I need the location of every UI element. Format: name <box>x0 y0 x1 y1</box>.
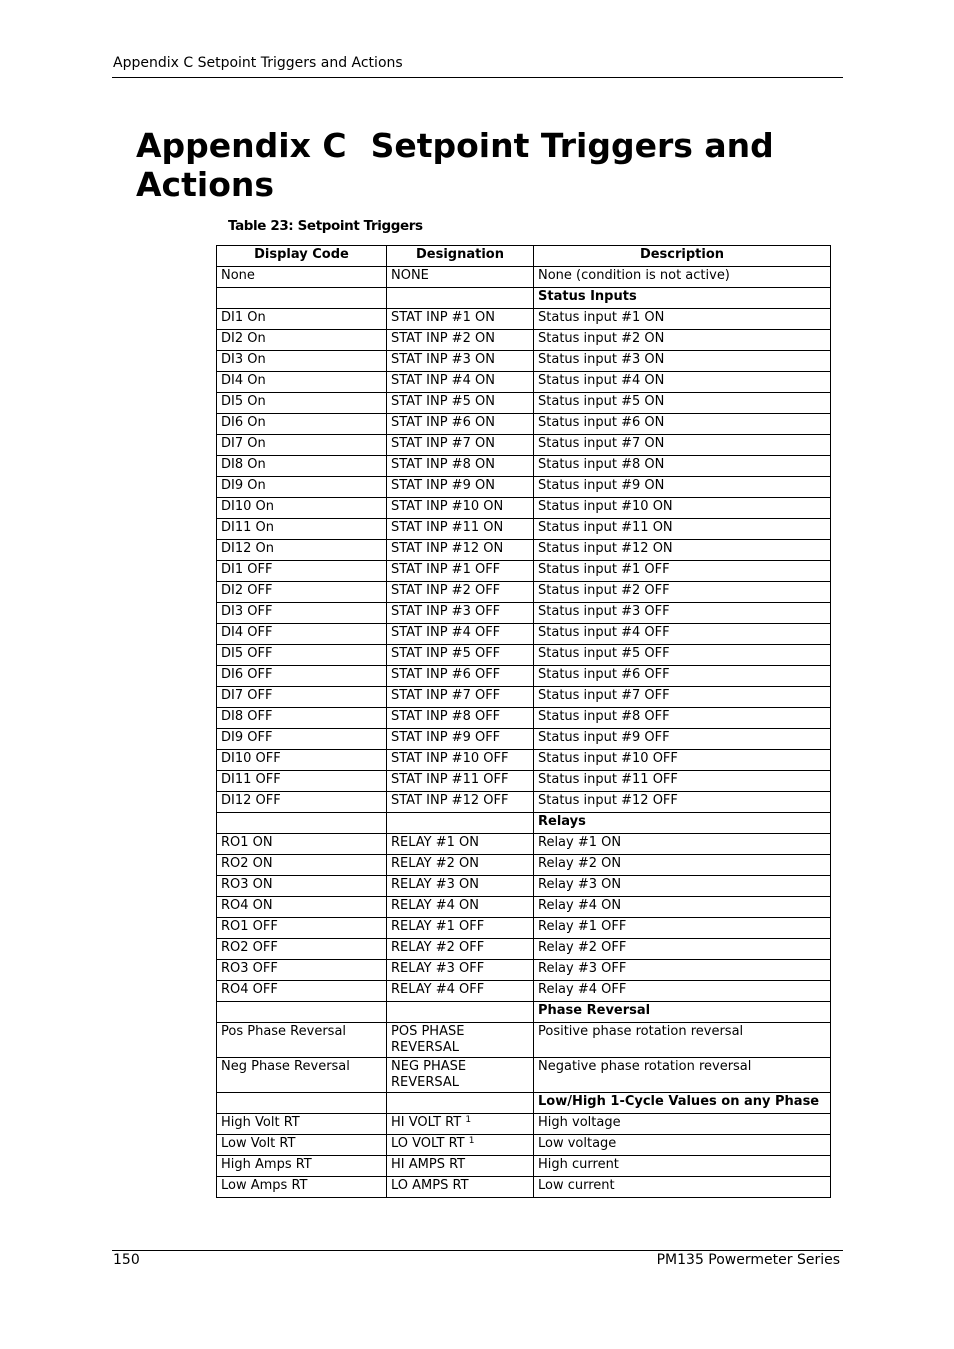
description-cell: Relay #1 OFF <box>534 918 831 939</box>
designation-text: STAT INP #10 ON <box>391 499 504 514</box>
display-code-cell: Neg Phase Reversal <box>217 1058 387 1093</box>
display-code-cell: DI2 OFF <box>217 582 387 603</box>
table-row <box>217 309 831 330</box>
designation-cell <box>387 582 534 603</box>
display-code-cell: DI10 On <box>217 498 387 519</box>
designation-text: STAT INP #3 ON <box>391 352 495 367</box>
table-row <box>217 435 831 456</box>
section-row <box>217 813 831 834</box>
table-row <box>217 771 831 792</box>
designation-text: STAT INP #3 OFF <box>391 604 501 619</box>
display-code-cell: RO2 OFF <box>217 939 387 960</box>
table-row <box>217 687 831 708</box>
description-cell: Status input #3 OFF <box>534 603 831 624</box>
footnote-marker: 1 <box>465 1115 472 1125</box>
table-row <box>217 624 831 645</box>
designation-text: RELAY #3 ON <box>391 877 479 892</box>
display-code-cell: None <box>217 267 387 288</box>
designation-cell <box>387 330 534 351</box>
designation-cell <box>387 960 534 981</box>
table-row <box>217 855 831 876</box>
table-row <box>217 498 831 519</box>
designation-cell <box>387 498 534 519</box>
title-prefix: Appendix C <box>136 126 347 165</box>
display-code-cell: DI6 OFF <box>217 666 387 687</box>
designation-text: STAT INP #6 ON <box>391 415 495 430</box>
section-row <box>217 1093 831 1114</box>
display-code-cell: DI7 OFF <box>217 687 387 708</box>
table-row <box>217 1114 831 1135</box>
designation-cell <box>387 687 534 708</box>
product-name: PM135 Powermeter Series <box>656 1252 840 1268</box>
designation-text: RELAY #4 OFF <box>391 982 485 997</box>
description-cell: Status input #2 OFF <box>534 582 831 603</box>
table-row <box>217 750 831 771</box>
designation-text: RELAY #2 ON <box>391 856 479 871</box>
designation-cell <box>387 897 534 918</box>
description-cell: Status input #1 ON <box>534 309 831 330</box>
designation-text: NEG PHASE REVERSAL <box>391 1059 467 1090</box>
designation-text: STAT INP #9 OFF <box>391 730 501 745</box>
display-code-cell: High Volt RT <box>217 1114 387 1135</box>
display-code-cell: DI11 OFF <box>217 771 387 792</box>
description-cell: Status input #11 ON <box>534 519 831 540</box>
display-code-cell: DI9 OFF <box>217 729 387 750</box>
footer-rule <box>112 1250 843 1251</box>
table-row <box>217 645 831 666</box>
designation-text: STAT INP #7 ON <box>391 436 495 451</box>
display-code-cell: DI7 On <box>217 435 387 456</box>
description-cell: Status input #11 OFF <box>534 771 831 792</box>
section-heading: Status Inputs <box>534 288 831 309</box>
designation-cell <box>387 351 534 372</box>
display-code-cell: RO2 ON <box>217 855 387 876</box>
display-code-cell: RO3 ON <box>217 876 387 897</box>
designation-text: STAT INP #7 OFF <box>391 688 501 703</box>
designation-cell <box>387 1156 534 1177</box>
table-row <box>217 1058 831 1093</box>
designation-cell <box>387 939 534 960</box>
designation-text: STAT INP #4 ON <box>391 373 495 388</box>
description-cell: Status input #2 ON <box>534 330 831 351</box>
designation-cell <box>387 729 534 750</box>
designation-cell <box>387 456 534 477</box>
table-row <box>217 792 831 813</box>
table-row <box>217 708 831 729</box>
designation-cell <box>387 1023 534 1058</box>
designation-text: STAT INP #5 OFF <box>391 646 501 661</box>
designation-text: STAT INP #8 ON <box>391 457 495 472</box>
description-cell: Relay #2 ON <box>534 855 831 876</box>
designation-cell <box>387 708 534 729</box>
designation-cell <box>387 519 534 540</box>
table-row <box>217 372 831 393</box>
description-cell: Status input #8 ON <box>534 456 831 477</box>
table-body <box>217 267 831 1198</box>
description-cell: Status input #1 OFF <box>534 561 831 582</box>
description-cell: Status input #6 ON <box>534 414 831 435</box>
table-row <box>217 540 831 561</box>
designation-cell <box>387 1135 534 1156</box>
designation-cell <box>387 435 534 456</box>
designation-text: STAT INP #5 ON <box>391 394 495 409</box>
display-code-cell: DI3 On <box>217 351 387 372</box>
table-row <box>217 582 831 603</box>
display-code-cell: Low Amps RT <box>217 1177 387 1198</box>
display-code-cell: DI6 On <box>217 414 387 435</box>
title-rest: Setpoint Triggers and <box>370 126 774 165</box>
table-row <box>217 393 831 414</box>
header-rule <box>112 77 843 78</box>
designation-text: STAT INP #1 OFF <box>391 562 501 577</box>
display-code-cell: Low Volt RT <box>217 1135 387 1156</box>
table-row <box>217 456 831 477</box>
description-cell: High current <box>534 1156 831 1177</box>
display-code-cell: DI10 OFF <box>217 750 387 771</box>
display-code-cell: RO4 OFF <box>217 981 387 1002</box>
description-cell: Status input #3 ON <box>534 351 831 372</box>
table-row <box>217 477 831 498</box>
page-title <box>136 126 836 204</box>
designation-cell <box>387 855 534 876</box>
display-code-cell: DI5 On <box>217 393 387 414</box>
designation-cell <box>387 918 534 939</box>
table-row <box>217 960 831 981</box>
designation-cell <box>387 309 534 330</box>
section-heading: Phase Reversal <box>534 1002 831 1023</box>
designation-text: STAT INP #2 ON <box>391 331 495 346</box>
display-code-cell: DI1 On <box>217 309 387 330</box>
footnote-marker: 1 <box>468 1136 475 1146</box>
designation-cell <box>387 666 534 687</box>
designation-cell <box>387 750 534 771</box>
designation-cell <box>387 645 534 666</box>
table-row <box>217 666 831 687</box>
column-header-description: Description <box>534 246 831 267</box>
description-cell: Relay #4 OFF <box>534 981 831 1002</box>
empty-cell <box>217 813 387 834</box>
description-cell: Status input #7 OFF <box>534 687 831 708</box>
description-cell: Relay #4 ON <box>534 897 831 918</box>
designation-text: STAT INP #11 OFF <box>391 772 509 787</box>
designation-text: RELAY #4 ON <box>391 898 479 913</box>
empty-cell <box>387 813 534 834</box>
table-row <box>217 267 831 288</box>
display-code-cell: DI11 On <box>217 519 387 540</box>
display-code-cell: DI8 On <box>217 456 387 477</box>
display-code-cell: RO1 OFF <box>217 918 387 939</box>
description-cell: Low voltage <box>534 1135 831 1156</box>
designation-cell <box>387 393 534 414</box>
empty-cell <box>387 288 534 309</box>
designation-text: RELAY #3 OFF <box>391 961 485 976</box>
description-cell: Status input #4 OFF <box>534 624 831 645</box>
table-row <box>217 603 831 624</box>
page-number: 150 <box>113 1252 140 1268</box>
table-row <box>217 1135 831 1156</box>
description-cell: Status input #8 OFF <box>534 708 831 729</box>
column-header-display-code: Display Code <box>217 246 387 267</box>
designation-text: STAT INP #6 OFF <box>391 667 501 682</box>
description-cell: Relay #2 OFF <box>534 939 831 960</box>
setpoint-triggers-table <box>216 245 831 1198</box>
display-code-cell: DI12 On <box>217 540 387 561</box>
empty-cell <box>217 288 387 309</box>
designation-cell <box>387 1114 534 1135</box>
designation-text: STAT INP #4 OFF <box>391 625 501 640</box>
description-cell: Low current <box>534 1177 831 1198</box>
display-code-cell: High Amps RT <box>217 1156 387 1177</box>
designation-text: STAT INP #9 ON <box>391 478 495 493</box>
description-cell: Relay #3 OFF <box>534 960 831 981</box>
description-cell: Status input #10 OFF <box>534 750 831 771</box>
designation-text: STAT INP #12 OFF <box>391 793 509 808</box>
designation-cell <box>387 603 534 624</box>
table-header-row <box>217 246 831 267</box>
description-cell: Status input #5 OFF <box>534 645 831 666</box>
designation-cell <box>387 477 534 498</box>
table-row <box>217 834 831 855</box>
designation-cell <box>387 834 534 855</box>
designation-text: HI VOLT RT <box>391 1115 462 1130</box>
display-code-cell: DI1 OFF <box>217 561 387 582</box>
running-header: Appendix C Setpoint Triggers and Actions <box>113 55 403 71</box>
display-code-cell: RO4 ON <box>217 897 387 918</box>
designation-text: RELAY #2 OFF <box>391 940 485 955</box>
designation-cell <box>387 771 534 792</box>
section-row <box>217 288 831 309</box>
designation-cell <box>387 981 534 1002</box>
designation-cell <box>387 1177 534 1198</box>
designation-cell <box>387 267 534 288</box>
table-row <box>217 1156 831 1177</box>
description-cell: Status input #7 ON <box>534 435 831 456</box>
designation-text: STAT INP #8 OFF <box>391 709 501 724</box>
table-row <box>217 876 831 897</box>
display-code-cell: RO3 OFF <box>217 960 387 981</box>
description-cell: None (condition is not active) <box>534 267 831 288</box>
description-cell: Status input #5 ON <box>534 393 831 414</box>
designation-cell <box>387 372 534 393</box>
description-cell: Relay #3 ON <box>534 876 831 897</box>
table-row <box>217 897 831 918</box>
designation-text: STAT INP #10 OFF <box>391 751 509 766</box>
display-code-cell: DI2 On <box>217 330 387 351</box>
table-row <box>217 939 831 960</box>
display-code-cell: RO1 ON <box>217 834 387 855</box>
column-header-designation: Designation <box>387 246 534 267</box>
display-code-cell: DI3 OFF <box>217 603 387 624</box>
table-row <box>217 729 831 750</box>
table-row <box>217 1177 831 1198</box>
description-cell: Status input #6 OFF <box>534 666 831 687</box>
table-row <box>217 519 831 540</box>
table-caption: Table 23: Setpoint Triggers <box>228 218 423 234</box>
table-row <box>217 1023 831 1058</box>
designation-cell <box>387 624 534 645</box>
table-row <box>217 330 831 351</box>
designation-text: RELAY #1 ON <box>391 835 479 850</box>
designation-cell <box>387 540 534 561</box>
display-code-cell: DI9 On <box>217 477 387 498</box>
description-cell: Status input #9 ON <box>534 477 831 498</box>
designation-text: STAT INP #11 ON <box>391 520 504 535</box>
designation-cell <box>387 1058 534 1093</box>
display-code-cell: DI4 OFF <box>217 624 387 645</box>
description-cell: High voltage <box>534 1114 831 1135</box>
description-cell: Status input #12 ON <box>534 540 831 561</box>
designation-text: NONE <box>391 268 429 283</box>
table-row <box>217 351 831 372</box>
designation-text: LO AMPS RT <box>391 1178 469 1193</box>
designation-cell <box>387 792 534 813</box>
description-cell: Relay #1 ON <box>534 834 831 855</box>
designation-cell <box>387 561 534 582</box>
table-row <box>217 561 831 582</box>
display-code-cell: DI5 OFF <box>217 645 387 666</box>
display-code-cell: DI12 OFF <box>217 792 387 813</box>
description-cell: Negative phase rotation reversal <box>534 1058 831 1093</box>
description-cell: Status input #4 ON <box>534 372 831 393</box>
description-cell: Status input #9 OFF <box>534 729 831 750</box>
display-code-cell: DI4 On <box>217 372 387 393</box>
section-heading: Low/High 1-Cycle Values on any Phase <box>534 1093 831 1114</box>
empty-cell <box>217 1093 387 1114</box>
designation-text: LO VOLT RT <box>391 1136 465 1151</box>
section-heading: Relays <box>534 813 831 834</box>
description-cell: Positive phase rotation reversal <box>534 1023 831 1058</box>
table-row <box>217 414 831 435</box>
designation-text: POS PHASE REVERSAL <box>391 1024 465 1055</box>
designation-text: RELAY #1 OFF <box>391 919 485 934</box>
description-cell: Status input #12 OFF <box>534 792 831 813</box>
table-row <box>217 981 831 1002</box>
display-code-cell: DI8 OFF <box>217 708 387 729</box>
empty-cell <box>387 1002 534 1023</box>
display-code-cell: Pos Phase Reversal <box>217 1023 387 1058</box>
designation-cell <box>387 414 534 435</box>
designation-text: STAT INP #1 ON <box>391 310 495 325</box>
title-line2: Actions <box>136 165 274 204</box>
designation-text: STAT INP #2 OFF <box>391 583 501 598</box>
empty-cell <box>387 1093 534 1114</box>
designation-text: STAT INP #12 ON <box>391 541 504 556</box>
section-row <box>217 1002 831 1023</box>
empty-cell <box>217 1002 387 1023</box>
designation-text: HI AMPS RT <box>391 1157 466 1172</box>
description-cell: Status input #10 ON <box>534 498 831 519</box>
designation-cell <box>387 876 534 897</box>
table-row <box>217 918 831 939</box>
